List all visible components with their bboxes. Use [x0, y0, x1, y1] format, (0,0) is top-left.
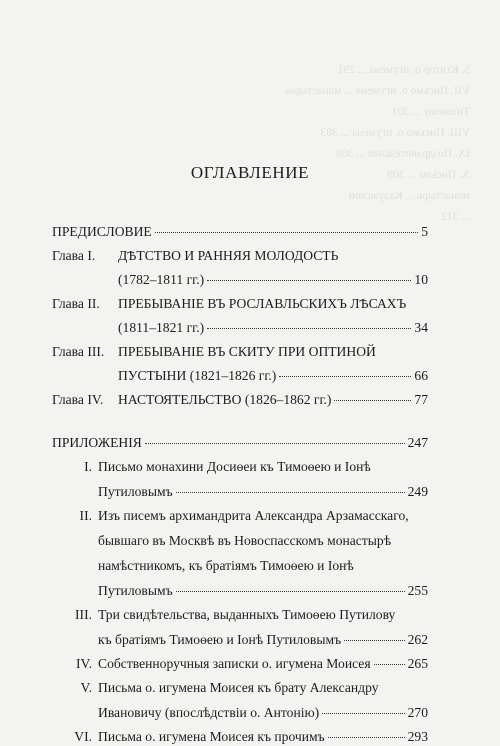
page-number: 77	[414, 392, 428, 407]
toc-entry-chapter-1[interactable]	[52, 246, 428, 265]
appendix-item-2[interactable]	[52, 506, 428, 525]
toc-entry-chapter-4[interactable]	[52, 390, 428, 409]
dot-leader	[145, 443, 405, 444]
table-of-contents	[52, 222, 428, 746]
appendix-item-2-line3	[52, 556, 428, 575]
page-number: 255	[407, 583, 428, 598]
toc-entry-chapter-2-cont	[52, 318, 428, 337]
page-number: 265	[407, 656, 428, 671]
dot-leader	[279, 376, 411, 377]
appendix-item-1-cont	[52, 482, 428, 501]
dot-leader	[207, 280, 411, 281]
toc-entry-appendices[interactable]	[52, 433, 428, 452]
dot-leader	[155, 232, 418, 233]
dot-leader	[207, 328, 411, 329]
appendix-number: IV.	[76, 656, 92, 671]
appendix-item-2-line4	[52, 581, 428, 600]
entry-years: ПУСТЫНИ (1821–1826 гг.)	[118, 368, 277, 383]
entry-title: НАСТОЯТЕЛЬСТВО (1826–1862 гг.)	[118, 392, 332, 407]
page-number: 262	[407, 632, 428, 647]
dot-leader	[374, 664, 405, 665]
dot-leader	[322, 713, 404, 714]
page-number: 247	[407, 435, 428, 450]
appendix-title-cont: намѣстникомъ, къ братіямъ Тимоѳею и Іонѣ	[98, 558, 354, 573]
dot-leader	[176, 492, 405, 493]
page-number: 5	[421, 224, 428, 239]
page-title: ОГЛАВЛЕНИЕ	[190, 163, 310, 182]
appendix-item-6[interactable]	[52, 727, 428, 746]
dot-leader	[328, 737, 405, 738]
toc-entry-chapter-3[interactable]	[52, 342, 428, 361]
page-number: 10	[414, 272, 428, 287]
page-number: 293	[407, 729, 428, 744]
entry-years: (1782–1811 гг.)	[118, 272, 205, 287]
page-number: 270	[407, 705, 428, 720]
appendix-title: Письмо монахини Досиѳеи къ Тимоѳею и Іонѣ	[98, 459, 371, 474]
appendix-title-cont: Путиловымъ	[98, 583, 173, 598]
entry-title: ДѢТСТВО И РАННЯЯ МОЛОДОСТЬ	[118, 248, 339, 263]
entry-title: ПРИЛОЖЕНІЯ	[52, 435, 142, 450]
toc-entry-chapter-3-cont	[52, 366, 428, 385]
appendix-item-2-line2	[52, 531, 428, 550]
dot-leader	[176, 591, 405, 592]
toc-entry-chapter-2[interactable]	[52, 294, 428, 313]
appendix-item-3[interactable]	[52, 605, 428, 624]
chapter-number: Глава III.	[52, 344, 105, 359]
appendix-item-5[interactable]	[52, 678, 428, 697]
entry-title: ПРЕДИСЛОВИЕ	[52, 224, 152, 239]
appendix-title-cont: къ братіямъ Тимоѳею и Іонѣ Путиловымъ	[98, 632, 342, 647]
chapter-number: Глава II.	[52, 296, 100, 311]
appendix-item-1[interactable]	[52, 457, 428, 476]
dot-leader	[344, 640, 405, 641]
entry-title: ПРЕБЫВАНІЕ ВЪ РОСЛАВЛЬСКИХЪ ЛѢСАХЪ	[118, 296, 407, 311]
appendix-title: Письма о. игумена Моисея къ прочимъ	[98, 729, 325, 744]
entry-years: (1811–1821 гг.)	[118, 320, 205, 335]
toc-entry-chapter-1-cont	[52, 270, 428, 289]
page-number: 249	[407, 484, 428, 499]
toc-entry-preface[interactable]	[52, 222, 428, 241]
appendix-title: Собственноручныя записки о. игумена Моисея	[98, 656, 371, 671]
appendix-item-3-cont	[52, 630, 428, 649]
appendix-title-cont: Путиловымъ	[98, 484, 173, 499]
appendix-title: Изъ писемъ архимандрита Александра Арзамасскаго,	[98, 508, 409, 523]
appendix-title-cont: Ивановичу (впослѣдствіи о. Антонію)	[98, 705, 320, 720]
page-number: 66	[414, 368, 428, 383]
chapter-number: Глава IV.	[52, 392, 104, 407]
dot-leader	[334, 400, 411, 401]
appendix-title: Три свидѣтельства, выданныхъ Тимоѳею Путилову	[98, 607, 396, 622]
appendix-number: I.	[84, 459, 92, 474]
entry-title: ПРЕБЫВАНІЕ ВЪ СКИТУ ПРИ ОПТИНОЙ	[118, 344, 376, 359]
appendix-title: Письма о. игумена Моисея къ брату Александру	[98, 680, 379, 695]
bleed-through-text: 5. Ктитор о. игумена ... 291 VII. Письмо о. игумена ... монастырю Тихонову ... 301 VIII. Письмо о. игумена ... 303 IX. Поздравительная ... 308 X. Письма ... 309 монастырь ... Калужской ... 312	[285, 64, 470, 223]
page-number: 34	[414, 320, 428, 335]
appendix-item-4[interactable]	[52, 654, 428, 673]
appendix-number: VI.	[74, 729, 92, 744]
appendix-number: V.	[80, 680, 92, 695]
appendix-title-cont: бывшаго въ Москвѣ въ Новоспасскомъ монастырѣ	[98, 533, 392, 548]
chapter-number: Глава I.	[52, 248, 96, 263]
appendix-number: II.	[79, 508, 92, 523]
appendix-item-5-cont	[52, 703, 428, 722]
appendix-number: III.	[75, 607, 92, 622]
